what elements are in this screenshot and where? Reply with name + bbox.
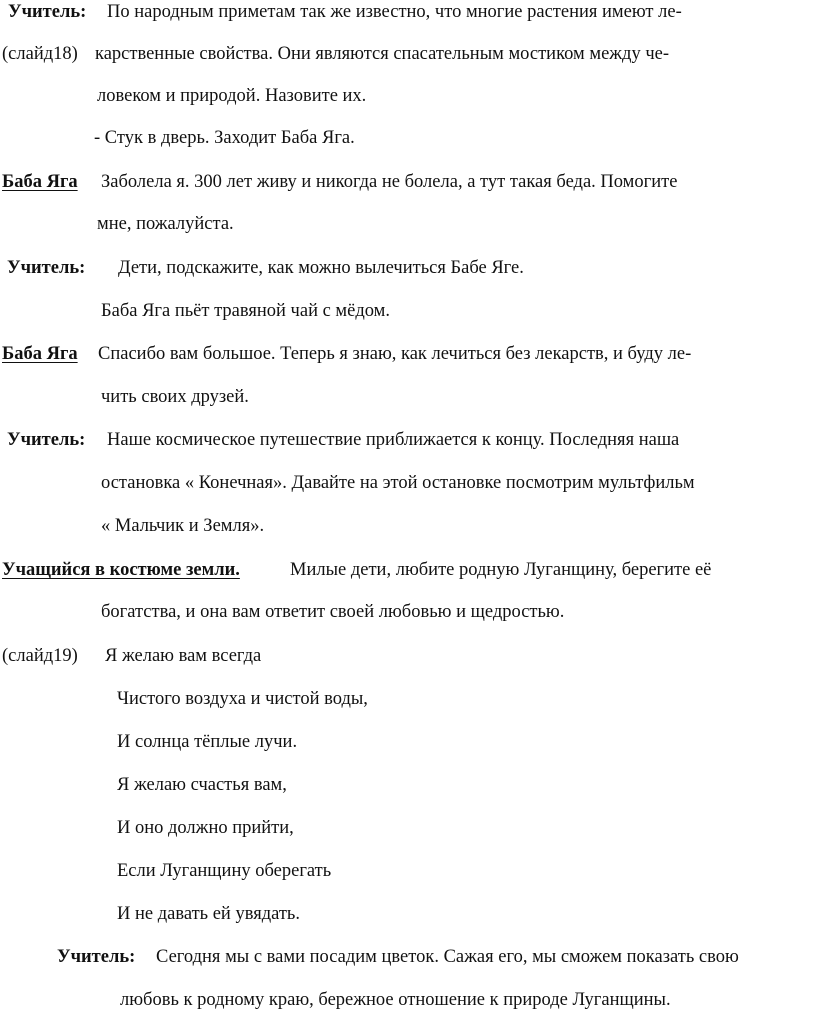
text-line: чить своих друзей.: [101, 387, 249, 407]
speaker-label: Учитель:: [7, 258, 86, 278]
text-line: карственные свойства. Они являются спасательным мостиком между че-: [95, 44, 670, 64]
stage-direction: Баба Яга пьёт травяной чай с мёдом.: [101, 301, 390, 321]
speaker-label: Баба Яга: [2, 172, 78, 192]
text-line: мне, пожалуйста.: [97, 214, 234, 234]
poem-line: И оно должно прийти,: [117, 818, 294, 838]
text-line: Наше космическое путешествие приближается к концу. Последняя наша: [107, 430, 680, 450]
text-line: Заболела я. 300 лет живу и никогда не болела, а тут такая беда. Помогите: [101, 172, 678, 192]
text-line: остановка « Конечная». Давайте на этой остановке посмотрим мультфильм: [101, 473, 695, 493]
poem-line: И не давать ей увядать.: [117, 904, 300, 924]
poem-line: Я желаю вам всегда: [105, 646, 262, 666]
text-line: богатства, и она вам ответит своей любовью и щедростью.: [101, 602, 565, 622]
slide-note: (слайд18): [2, 44, 78, 64]
text-line: « Мальчик и Земля».: [101, 516, 265, 536]
speaker-label: Учащийся в костюме земли.: [2, 560, 240, 580]
text-line: ловеком и природой. Назовите их.: [97, 86, 367, 106]
speaker-label: Баба Яга: [2, 344, 78, 364]
stage-direction: - Стук в дверь. Заходит Баба Яга.: [94, 128, 355, 148]
poem-line: Я желаю счастья вам,: [117, 775, 287, 795]
slide-note: (слайд19): [2, 646, 78, 666]
text-line: Дети, подскажите, как можно вылечиться Бабе Яге.: [118, 258, 524, 278]
text-line: любовь к родному краю, бережное отношение к природе Луганщины.: [120, 990, 671, 1010]
text-line: Спасибо вам большое. Теперь я знаю, как лечиться без лекарств, и буду ле-: [98, 344, 692, 364]
poem-line: Если Луганщину оберегать: [117, 861, 332, 881]
text-line: Милые дети, любите родную Луганщину, берегите её: [290, 560, 712, 580]
speaker-label: Учитель:: [8, 2, 87, 22]
text-line: Сегодня мы с вами посадим цветок. Сажая его, мы сможем показать свою: [156, 947, 739, 967]
speaker-label: Учитель:: [7, 430, 86, 450]
speaker-label: Учитель:: [57, 947, 136, 967]
poem-line: И солнца тёплые лучи.: [117, 732, 298, 752]
poem-line: Чистого воздуха и чистой воды,: [117, 689, 368, 709]
text-line: По народным приметам так же известно, что многие растения имеют ле-: [107, 2, 682, 22]
